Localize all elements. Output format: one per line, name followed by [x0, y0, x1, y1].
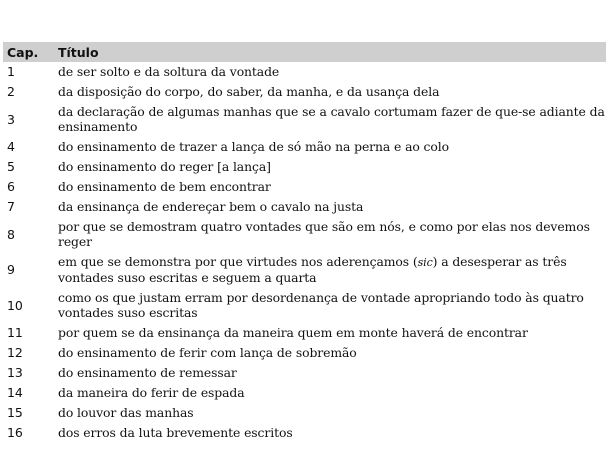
table-row	[3, 217, 606, 252]
chapter-title: da ensinança de endereçar bem o cavalo na justa	[58, 199, 364, 214]
table-row	[3, 323, 606, 343]
chapter-title: por quem se da ensinança da maneira quem em monte haverá de encontrar	[58, 325, 528, 340]
chapter-number: 13	[7, 365, 23, 380]
chapter-title: do ensinamento de bem encontrar	[58, 179, 271, 194]
header-chapter: Cap.	[7, 44, 39, 60]
table-row	[3, 177, 606, 197]
chapter-title: do louvor das manhas	[58, 405, 194, 420]
chapter-number: 3	[7, 111, 15, 127]
chapter-title: da disposição do corpo, do saber, da manha, e da usança dela	[58, 84, 440, 99]
chapter-title: dos erros da luta brevemente escritos	[58, 425, 293, 440]
chapter-number: 7	[7, 199, 15, 214]
table-row	[3, 82, 606, 102]
table-header-row	[3, 42, 606, 62]
chapter-title: do ensinamento de ferir com lança de sobremão	[58, 345, 357, 360]
chapter-title: por que se demostram quatro vontades que são em nós, e como por elas nos devemos reger	[58, 219, 590, 249]
chapter-title	[53, 252, 606, 288]
sic-annotation: sic	[417, 256, 433, 269]
table-row	[3, 137, 606, 157]
chapter-title: como os que justam erram por desordenança de vontade apropriando todo às quatro vontades suso escritas	[58, 290, 584, 320]
chapter-title: do ensinamento de trazer a lança de só mão na perna e ao colo	[58, 139, 449, 154]
chapter-title-part: ) a desesperar as três vontades suso escritas e seguem a quarta	[58, 254, 567, 285]
chapter-title: do ensinamento de remessar	[58, 365, 237, 380]
table-row	[3, 197, 606, 217]
chapter-title: da declaração de algumas manhas que se a cavalo cortumam fazer de que-se adiante da ensinamento	[58, 104, 605, 134]
chapter-number: 9	[7, 262, 15, 277]
table-row	[3, 363, 606, 383]
chapter-number: 2	[7, 84, 15, 99]
table-row	[3, 403, 606, 423]
chapter-title-part: em que se demonstra por que virtudes nos aderençamos (	[58, 254, 418, 269]
chapter-number: 10	[7, 297, 23, 313]
header-title: Título	[58, 44, 99, 60]
table-row	[3, 383, 606, 403]
table-row	[3, 102, 606, 137]
table-row	[3, 157, 606, 177]
chapters-table	[3, 42, 606, 443]
chapters-table-container	[3, 42, 606, 443]
chapter-number: 15	[7, 405, 23, 420]
chapter-number: 6	[7, 179, 15, 194]
table-row	[3, 252, 606, 288]
chapter-number: 4	[7, 139, 15, 154]
chapter-title: da maneira do ferir de espada	[58, 385, 245, 400]
chapter-number: 16	[7, 425, 23, 440]
chapter-number: 14	[7, 385, 23, 400]
chapter-title: de ser solto e da soltura da vontade	[58, 64, 280, 79]
chapter-number: 12	[7, 345, 23, 360]
table-row	[3, 62, 606, 82]
table-row	[3, 423, 606, 443]
chapter-number: 8	[7, 226, 15, 242]
chapter-number: 5	[7, 159, 15, 174]
table-row	[3, 288, 606, 323]
chapter-number: 1	[7, 64, 15, 79]
chapter-title: do ensinamento do reger [a lança]	[58, 159, 271, 174]
table-row	[3, 343, 606, 363]
chapter-number: 11	[7, 325, 23, 340]
